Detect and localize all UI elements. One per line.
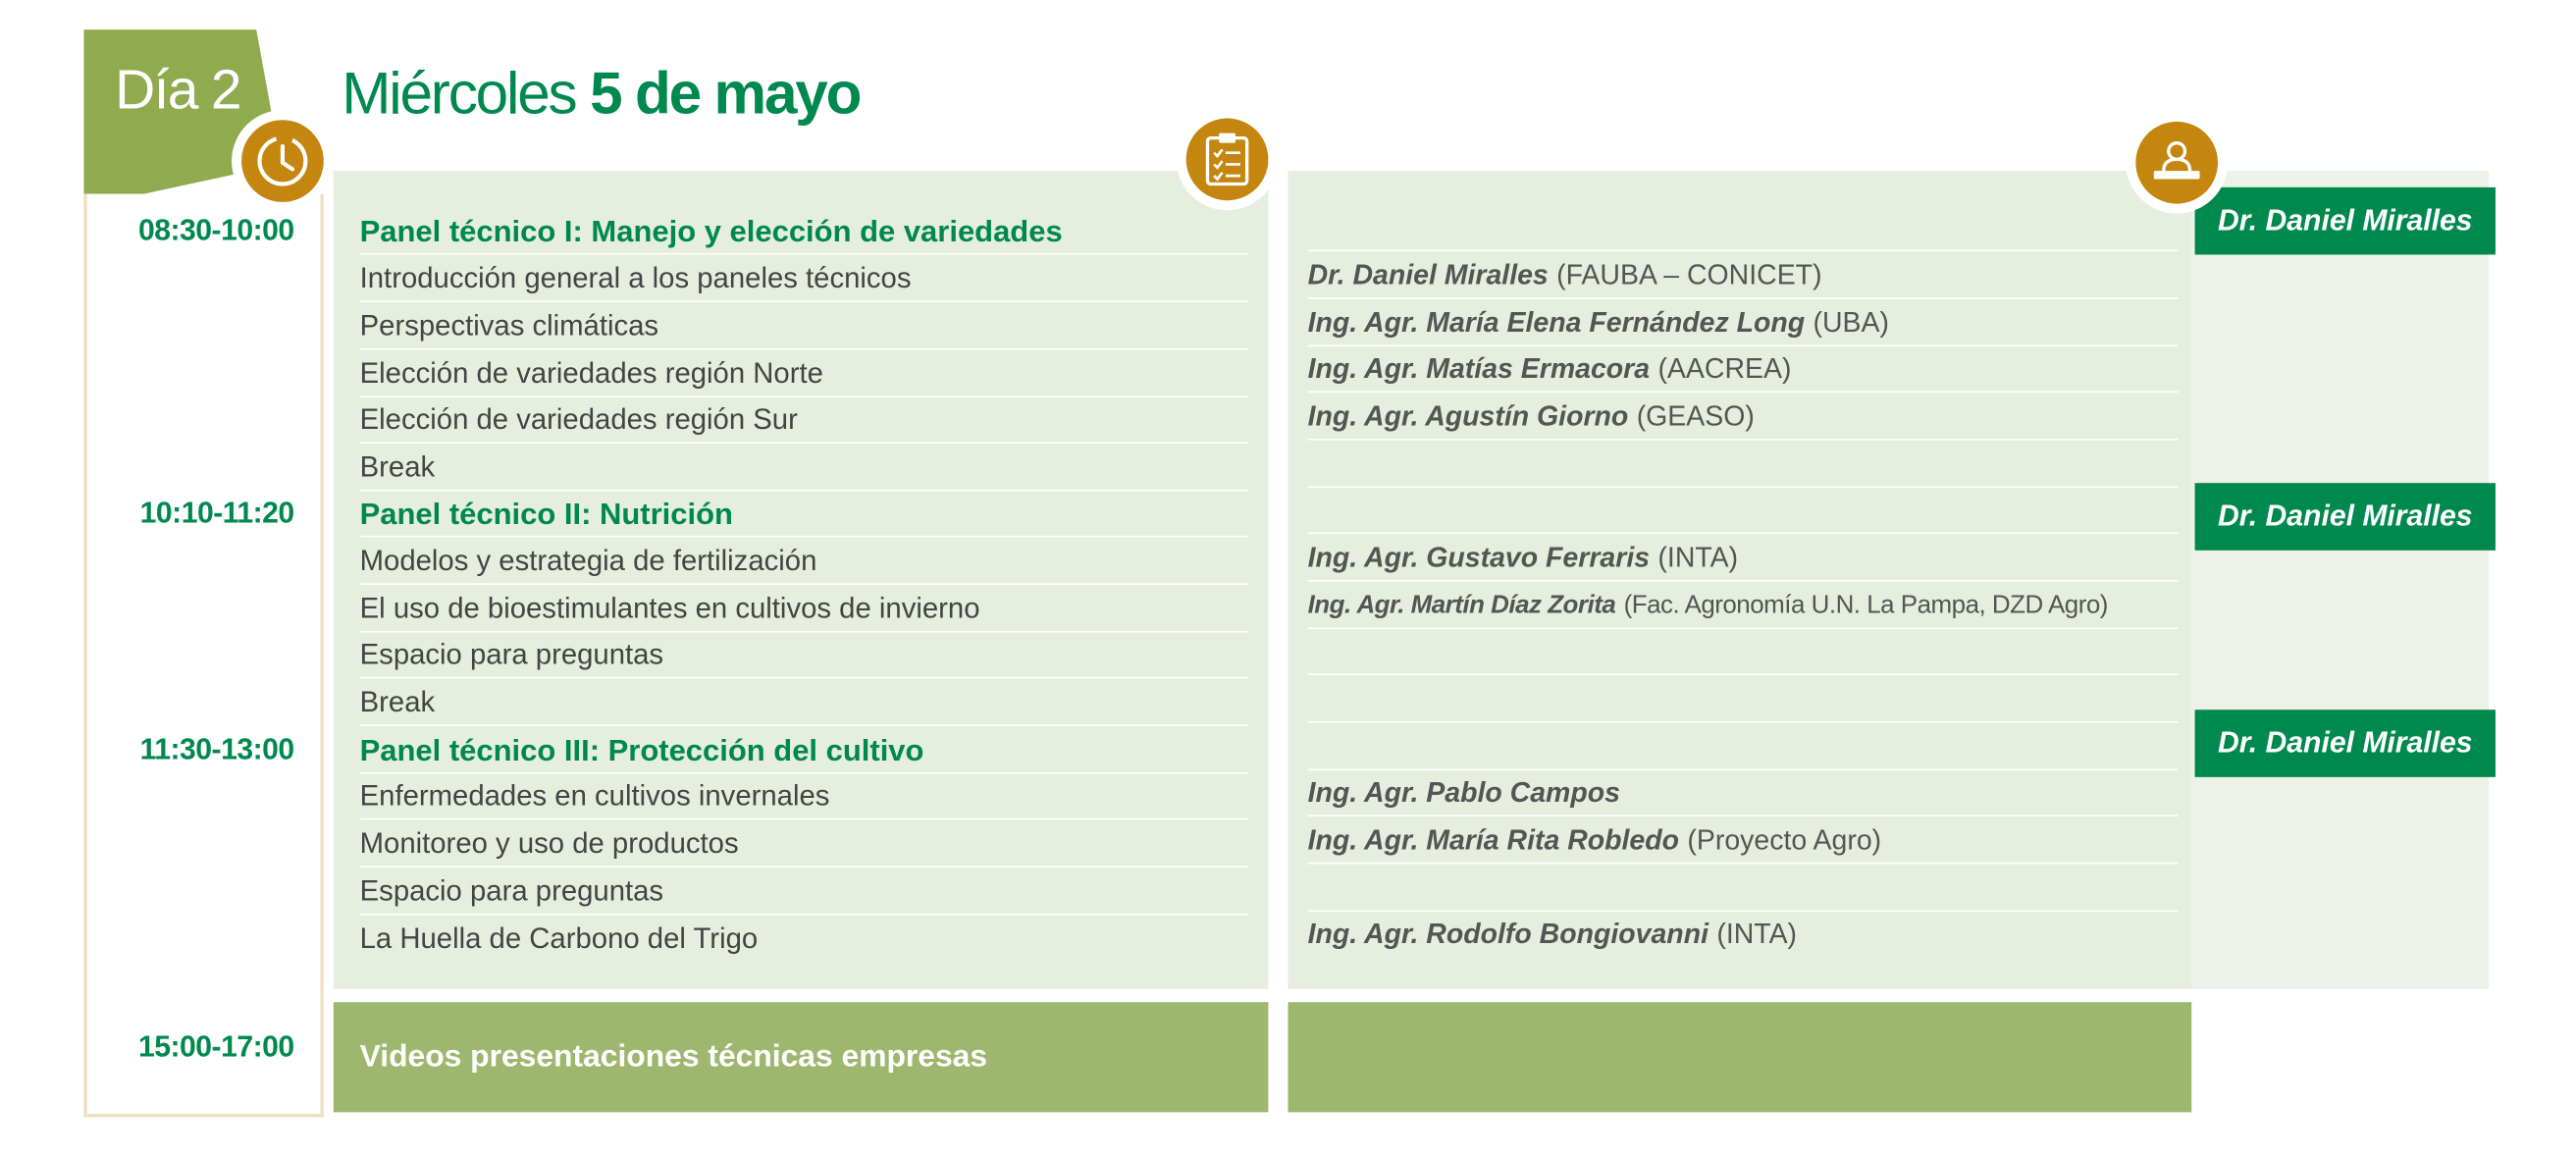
speaker-affiliation: (Proyecto Agro) <box>1687 823 1882 856</box>
session-title: La Huella de Carbono del Trigo <box>359 921 759 954</box>
weekday: Miércoles <box>342 59 576 127</box>
moderator-badge: Dr. Daniel Miralles <box>2195 187 2496 255</box>
time-slot: 15:00-17:00 <box>137 1029 294 1064</box>
speaker-row <box>1308 770 2179 816</box>
date: 5 de mayo <box>590 59 861 127</box>
speakers-panel <box>1288 171 2191 989</box>
speaker-name: Ing. Agr. Matías Ermacora <box>1307 352 1651 384</box>
session-title: Panel técnico II: Nutrición <box>360 492 1249 538</box>
session-title: Modelos y estrategia de fertilización <box>360 539 1249 585</box>
speaker-affiliation: (INTA) <box>1716 918 1798 950</box>
speaker-affiliation: (GEASO) <box>1636 399 1755 432</box>
time-slot: 08:30-10:00 <box>137 213 294 247</box>
time-column <box>83 194 323 1118</box>
speaker-name: Ing. Agr. María Elena Fernández Long <box>1307 306 1806 339</box>
videos-bar <box>334 1002 1269 1112</box>
speaker-name: Ing. Agr. María Rita Robledo <box>1307 823 1680 856</box>
speaker-name: Ing. Agr. Rodolfo Bongiovanni <box>1307 918 1709 950</box>
speaker-row <box>1308 866 2179 912</box>
moderator-column <box>2191 171 2489 989</box>
speaker-name: Ing. Agr. Pablo Campos <box>1307 776 1620 808</box>
time-slot: 10:10-11:20 <box>139 496 294 530</box>
speaker-row <box>1308 395 2179 441</box>
speaker-row <box>1308 253 2179 299</box>
session-title: Enfermedades en cultivos invernales <box>360 774 1249 820</box>
session-title: El uso de bioestimulantes en cultivos de invierno <box>360 587 1249 633</box>
session-title: Perspectivas climáticas <box>360 304 1249 350</box>
session-title: Elección de variedades región Sur <box>360 397 1249 444</box>
speaker-name: Ing. Agr. Martín Díaz Zorita <box>1307 590 1616 619</box>
speaker-row <box>1308 488 2179 534</box>
speaker-name: Ing. Agr. Agustín Giorno <box>1307 399 1629 432</box>
videos-title: Videos presentaciones técnicas empresas <box>359 1038 988 1075</box>
session-title: Elección de variedades región Norte <box>360 351 1249 397</box>
session-title: Introducción general a los paneles técnicos <box>360 256 1249 302</box>
speaker-row <box>1308 205 2179 251</box>
session-title: Panel técnico III: Protección del cultivo <box>360 728 1249 774</box>
session-title: Monitoreo y uso de productos <box>360 821 1249 868</box>
page-title <box>342 59 860 128</box>
moderator-badge: Dr. Daniel Miralles <box>2195 483 2496 551</box>
speaker-row <box>1308 442 2179 488</box>
day-label: Día 2 <box>115 59 240 122</box>
speaker-affiliation: (Fac. Agronomía U.N. La Pampa, DZD Agro) <box>1623 590 2108 619</box>
session-title: Espacio para preguntas <box>360 633 1249 679</box>
speaker-row <box>1308 629 2179 675</box>
speaker-row <box>1308 912 2179 958</box>
session-title: Break <box>360 446 1249 492</box>
videos-bar-speakers <box>1288 1002 2191 1112</box>
speaker-affiliation: (AACREA) <box>1657 352 1792 384</box>
session-title: Espacio para preguntas <box>360 869 1249 916</box>
speaker-row <box>1308 724 2179 770</box>
speaker-row <box>1308 677 2179 723</box>
speaker-name: Dr. Daniel Miralles <box>1307 258 1549 290</box>
speaker-row <box>1308 346 2179 393</box>
speaker-affiliation: (FAUBA – CONICET) <box>1556 258 1822 290</box>
sessions-panel <box>334 171 1269 989</box>
session-title: Panel técnico I: Manejo y elección de variedades <box>360 209 1249 255</box>
speaker-row <box>1308 818 2179 865</box>
speaker-icon <box>2126 112 2228 214</box>
speaker-row <box>1308 583 2179 629</box>
speaker-row <box>1308 300 2179 346</box>
session-title: Break <box>360 680 1249 726</box>
speaker-affiliation: (UBA) <box>1813 306 1890 339</box>
speaker-name: Ing. Agr. Gustavo Ferraris <box>1307 541 1651 573</box>
time-slot: 11:30-13:00 <box>139 732 294 766</box>
clock-icon <box>232 110 334 212</box>
clipboard-icon <box>1177 108 1279 210</box>
moderator-badge: Dr. Daniel Miralles <box>2195 710 2496 777</box>
speaker-affiliation: (INTA) <box>1657 541 1739 573</box>
speaker-row <box>1308 536 2179 582</box>
